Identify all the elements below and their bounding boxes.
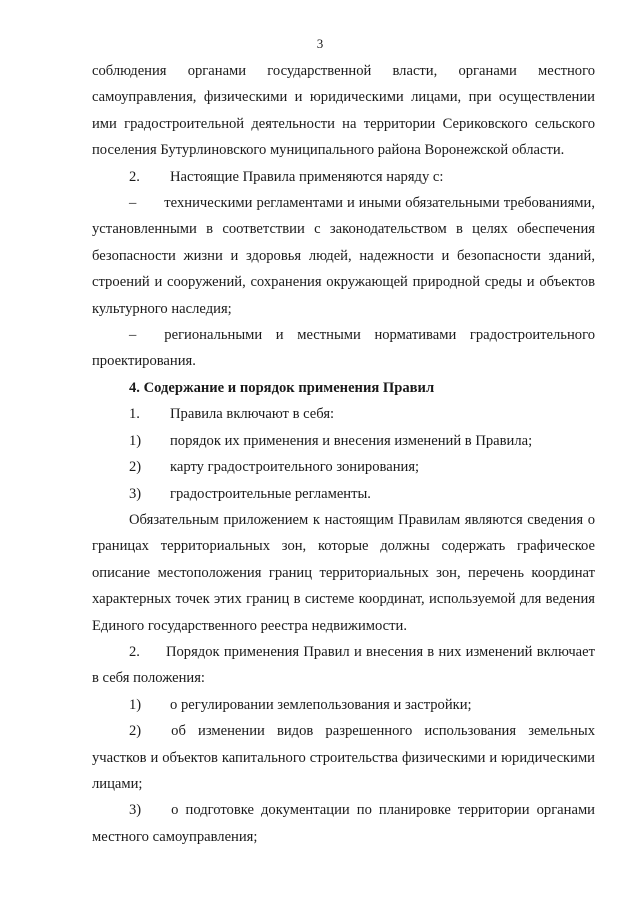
paragraph-annex: Обязательным приложением к настоящим Правилам являются сведения о границах территориальных зон, которые должны содержать графическое описание местоположения границ территориальных зон, перечень координат характерных точек этих границ в системе координат, используемой для ведения Единого государственного реестра недвижимости. [92,511,595,634]
item-text: градостроительные регламенты. [170,485,371,502]
item-number: 2. [129,643,140,660]
page-number: 3 [316,36,324,51]
sub-item-2-1 [92,692,595,718]
dash-text: техническими регламентами и иными обязательными требованиями, установленными в соответствии с законодательством в целях обеспечения безопасности жизни и здоровья людей, надежности и безопасности зданий, строений и сооружений, сохранения окружающей природной среды и объектов культурного наследия; [92,195,595,317]
item-text: Правила включают в себя: [170,406,335,423]
list-item-1 [92,401,595,427]
item-number: 1) [129,432,142,449]
item-number: 2) [129,723,142,740]
sub-item-2-3 [92,797,595,850]
dash-mark: – [129,195,137,212]
list-item-2-procedure [92,639,595,692]
sub-item-2-2 [92,718,595,797]
sub-item-1 [92,428,595,454]
dash-item-normatives [92,322,595,375]
dash-text: региональными и местными нормативами градостроительного проектирования. [92,327,595,370]
dash-item-regulations [92,190,595,322]
dash-mark: – [129,327,137,344]
item-number: 2) [129,459,142,476]
item-number: 3) [129,802,142,819]
section-heading: 4. Содержание и порядок применения Правил [129,379,435,396]
item-text: Порядок применения Правил и внесения в них изменений включает в себя положения: [92,643,595,687]
item-text: об изменении видов разрешенного использования земельных участков и объектов капитального строительства физическими и юридическими лицами; [92,723,595,792]
item-number: 2. [129,168,140,185]
item-text: Настоящие Правила применяются наряду с: [170,168,444,185]
item-number: 1) [129,696,142,713]
document-body [92,58,595,850]
sub-item-2 [92,454,595,480]
item-number: 3) [129,485,142,502]
list-item-2 [92,164,595,190]
item-number: 1. [129,406,140,423]
item-text: о подготовке документации по планировке территории органами местного самоуправления; [92,802,595,845]
item-text: карту градостроительного зонирования; [170,459,420,476]
sub-item-3 [92,481,595,507]
paragraph-continuation: соблюдения органами государственной власти, органами местного самоуправления, физическими и юридическими лицами, при осуществлении ими градостроительной деятельности на территории Сериковского сельского поселения Бутурлиновского муниципального района Воронежской области. [92,63,595,159]
item-text: порядок их применения и внесения изменений в Правила; [170,432,533,449]
item-text: о регулировании землепользования и застройки; [170,696,472,713]
